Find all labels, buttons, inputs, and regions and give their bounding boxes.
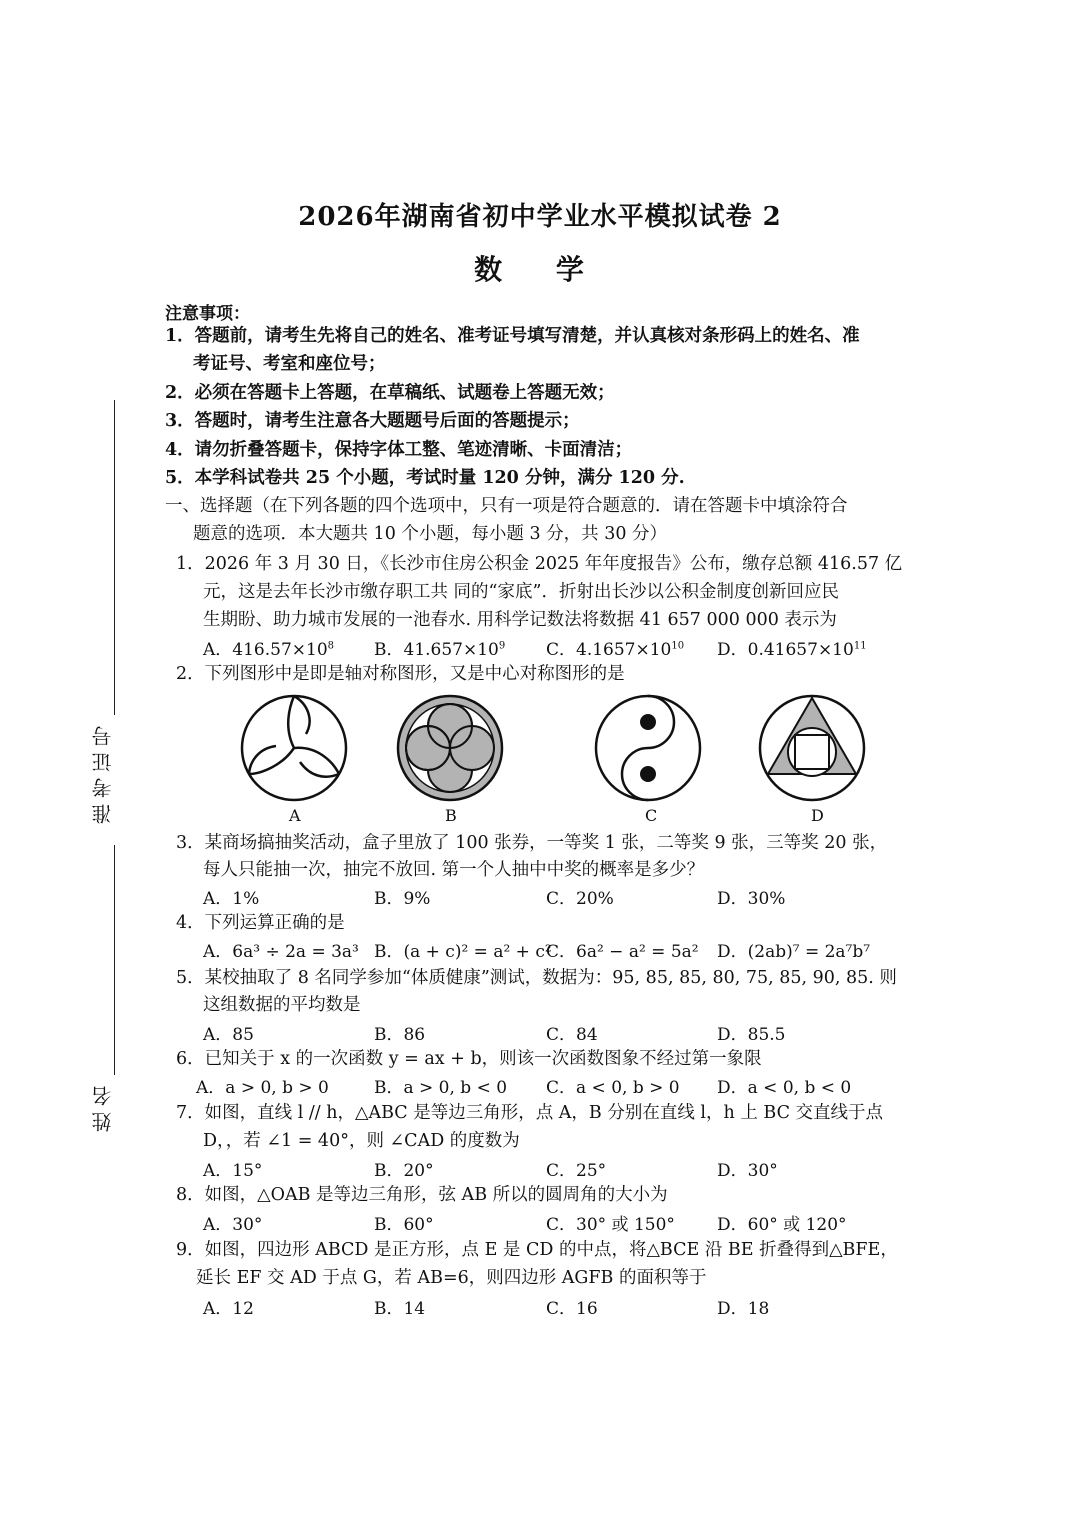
q1-option-d[interactable] (717, 635, 867, 660)
q2-label-b: B (445, 806, 457, 825)
q1-option-d-base: 0.41657×10 (747, 640, 854, 660)
q7-option-d[interactable]: D．30° (717, 1161, 778, 1181)
note-1-cont: 考证号、考室和座位号； (193, 354, 386, 374)
figure-a-swirl-circle[interactable] (242, 696, 346, 800)
note-5-count: 25 (305, 468, 331, 488)
note-2: 2．必须在答题卡上答题，在草稿纸、试题卷上答题无效； (165, 383, 615, 403)
q1-option-c-letter: C． (546, 640, 577, 660)
section-1-heading-cont: 题意的选项．本大题共 10 个小题，每小题 3 分，共 30 分） (193, 524, 668, 544)
q1-option-d-letter: D． (717, 640, 748, 660)
q8-option-a[interactable]: A．30° (203, 1215, 263, 1235)
q5-line-1: 5．某校抽取了 8 名同学参加“体质健康”测试，数据为：95, 85, 85, 80, 75, 85, 90, 85. 则 (176, 968, 897, 988)
q9-line-2: 延长 EF 交 AD 于点 G，若 AB=6，则四边形 AGFB 的面积等于 (196, 1268, 707, 1288)
q3-option-a[interactable]: A．1% (203, 889, 260, 909)
note-5-mid1: 个小题，考试时量 (330, 468, 483, 488)
q5-line-2: 这组数据的平均数是 (203, 995, 361, 1015)
q8-option-b[interactable]: B．60° (374, 1215, 434, 1235)
q2-figures (230, 688, 910, 808)
figure-d-triangle-circle[interactable] (760, 696, 864, 800)
q3-option-b[interactable]: B．9% (374, 889, 431, 909)
q6-stem: 6．已知关于 x 的一次函数 y = ax + b，则该一次函数图象不经过第一象限 (176, 1049, 762, 1069)
q3-line-1: 3．某商场搞抽奖活动，盒子里放了 100 张券，一等奖 1 张，二等奖 9 张，三等奖 20 张， (176, 833, 888, 853)
q1-option-a-base: 416.57×10 (232, 640, 328, 660)
q2-label-a: A (289, 806, 301, 825)
q2-stem: 2．下列图形中是即是轴对称图形，又是中心对称图形的是 (176, 664, 625, 684)
q1-option-c[interactable] (546, 635, 684, 660)
q8-stem: 8．如图，△OAB 是等边三角形，弦 AB 所以的圆周角的大小为 (176, 1185, 668, 1205)
side-rule-middle (114, 845, 115, 1075)
note-5-prefix: 5．本学科试卷共 (165, 468, 306, 488)
note-5-suffix: 分. (655, 468, 685, 488)
q2-label-c: C (645, 806, 658, 825)
q1-line-2: 元，这是去年长沙市缴存职工共 同的“家底”．折射出长沙以公积金制度创新回应民 (203, 582, 839, 602)
q9-option-c[interactable]: C．16 (546, 1299, 598, 1319)
q1-option-c-base: 4.1657×10 (576, 640, 672, 660)
q3-option-d[interactable]: D．30% (717, 889, 786, 909)
note-5-mid2: 分钟，满分 (518, 468, 619, 488)
q9-option-d[interactable]: D．18 (717, 1299, 770, 1319)
q1-option-d-exp: 11 (853, 640, 867, 652)
q4-option-b[interactable]: B．(a + c)² = a² + c² (374, 942, 552, 962)
q5-option-c[interactable]: C．84 (546, 1025, 598, 1045)
q3-line-2: 每人只能抽一次，抽完不放回. 第一个人抽中中奖的概率是多少？ (203, 860, 705, 880)
q1-option-b-letter: B． (374, 640, 404, 660)
side-rule-top (114, 400, 115, 715)
q1-line-3: 生期盼、助力城市发展的一池春水. 用科学记数法将数据 41 657 000 000 表示为 (203, 610, 837, 630)
figure-c-yin-yang[interactable] (596, 696, 700, 800)
note-3: 3．答题时，请考生注意各大题题号后面的答题提示； (165, 411, 580, 431)
q4-option-c[interactable]: C．6a² − a² = 5a² (546, 942, 699, 962)
note-1: 1．答题前，请考生先将自己的姓名、准考证号填写清楚，并认真核对条形码上的姓名、准 (165, 326, 860, 346)
note-5-time: 120 (482, 468, 519, 488)
q7-option-a[interactable]: A．15° (203, 1161, 263, 1181)
exam-id-label: 准考证号 (91, 720, 115, 824)
q7-option-b[interactable]: B．20° (374, 1161, 434, 1181)
figure-b-petal-circle[interactable] (398, 696, 502, 800)
note-5-score: 120 (618, 468, 656, 488)
q1-option-a-exp: 8 (327, 640, 335, 652)
name-label: 姓名 (91, 1080, 115, 1132)
q1-option-b-base: 41.657×10 (403, 640, 499, 660)
q9-line-1: 9．如图，四边形 ABCD 是正方形，点 E 是 CD 的中点，将△BCE 沿 BE 折叠得到△BFE， (176, 1240, 898, 1260)
q1-option-a-letter: A． (203, 640, 233, 660)
q9-option-b[interactable]: B．14 (374, 1299, 426, 1319)
q9-option-a[interactable]: A．12 (203, 1299, 254, 1319)
notes-heading: 注意事项： (165, 304, 250, 324)
q7-line-1: 7．如图，直线 l // h，△ABC 是等边三角形，点 A，B 分别在直线 l，h 上 BC 交直线于点 (176, 1103, 884, 1123)
q8-option-d[interactable]: D．60° 或 120° (717, 1215, 847, 1235)
q4-option-d[interactable]: D．(2ab)⁷ = 2a⁷b⁷ (717, 942, 871, 962)
q5-option-b[interactable]: B．86 (374, 1025, 426, 1045)
q6-option-d[interactable]: D．a < 0, b < 0 (717, 1078, 852, 1098)
q1-option-c-exp: 10 (671, 640, 685, 652)
q6-option-c[interactable]: C．a < 0, b > 0 (546, 1078, 680, 1098)
q1-option-b[interactable] (374, 635, 505, 660)
subject-title: 数 学 (474, 253, 606, 286)
q5-option-a[interactable]: A．85 (203, 1025, 254, 1045)
q6-option-a[interactable]: A．a > 0, b > 0 (196, 1078, 329, 1098)
q4-option-a[interactable]: A．6a³ ÷ 2a = 3a³ (203, 942, 359, 962)
q8-option-c[interactable]: C．30° 或 150° (546, 1215, 675, 1235)
q3-option-c[interactable]: C．20% (546, 889, 614, 909)
q6-option-b[interactable]: B．a > 0, b < 0 (374, 1078, 508, 1098)
note-5 (165, 465, 685, 491)
q2-label-d: D (811, 806, 824, 825)
exam-title: 2026年湖南省初中学业水平模拟试卷 2 (298, 202, 782, 232)
q7-line-2: D，，若 ∠1 = 40°，则 ∠CAD 的度数为 (203, 1131, 520, 1151)
q7-option-c[interactable]: C．25° (546, 1161, 607, 1181)
section-1-heading: 一、选择题（在下列各题的四个选项中，只有一项是符合题意的．请在答题卡中填涂符合 (165, 496, 848, 516)
q4-stem: 4．下列运算正确的是 (176, 913, 345, 933)
q5-option-d[interactable]: D．85.5 (717, 1025, 786, 1045)
q1-option-b-exp: 9 (498, 640, 506, 652)
note-4: 4．请勿折叠答题卡，保持字体工整、笔迹清晰、卡面清洁； (165, 440, 633, 460)
q1-option-a[interactable] (203, 635, 334, 660)
q1-line-1: 1．2026 年 3 月 30 日，《长沙市住房公积金 2025 年年度报告》公布，缴存总额 416.57 亿 (176, 554, 903, 574)
